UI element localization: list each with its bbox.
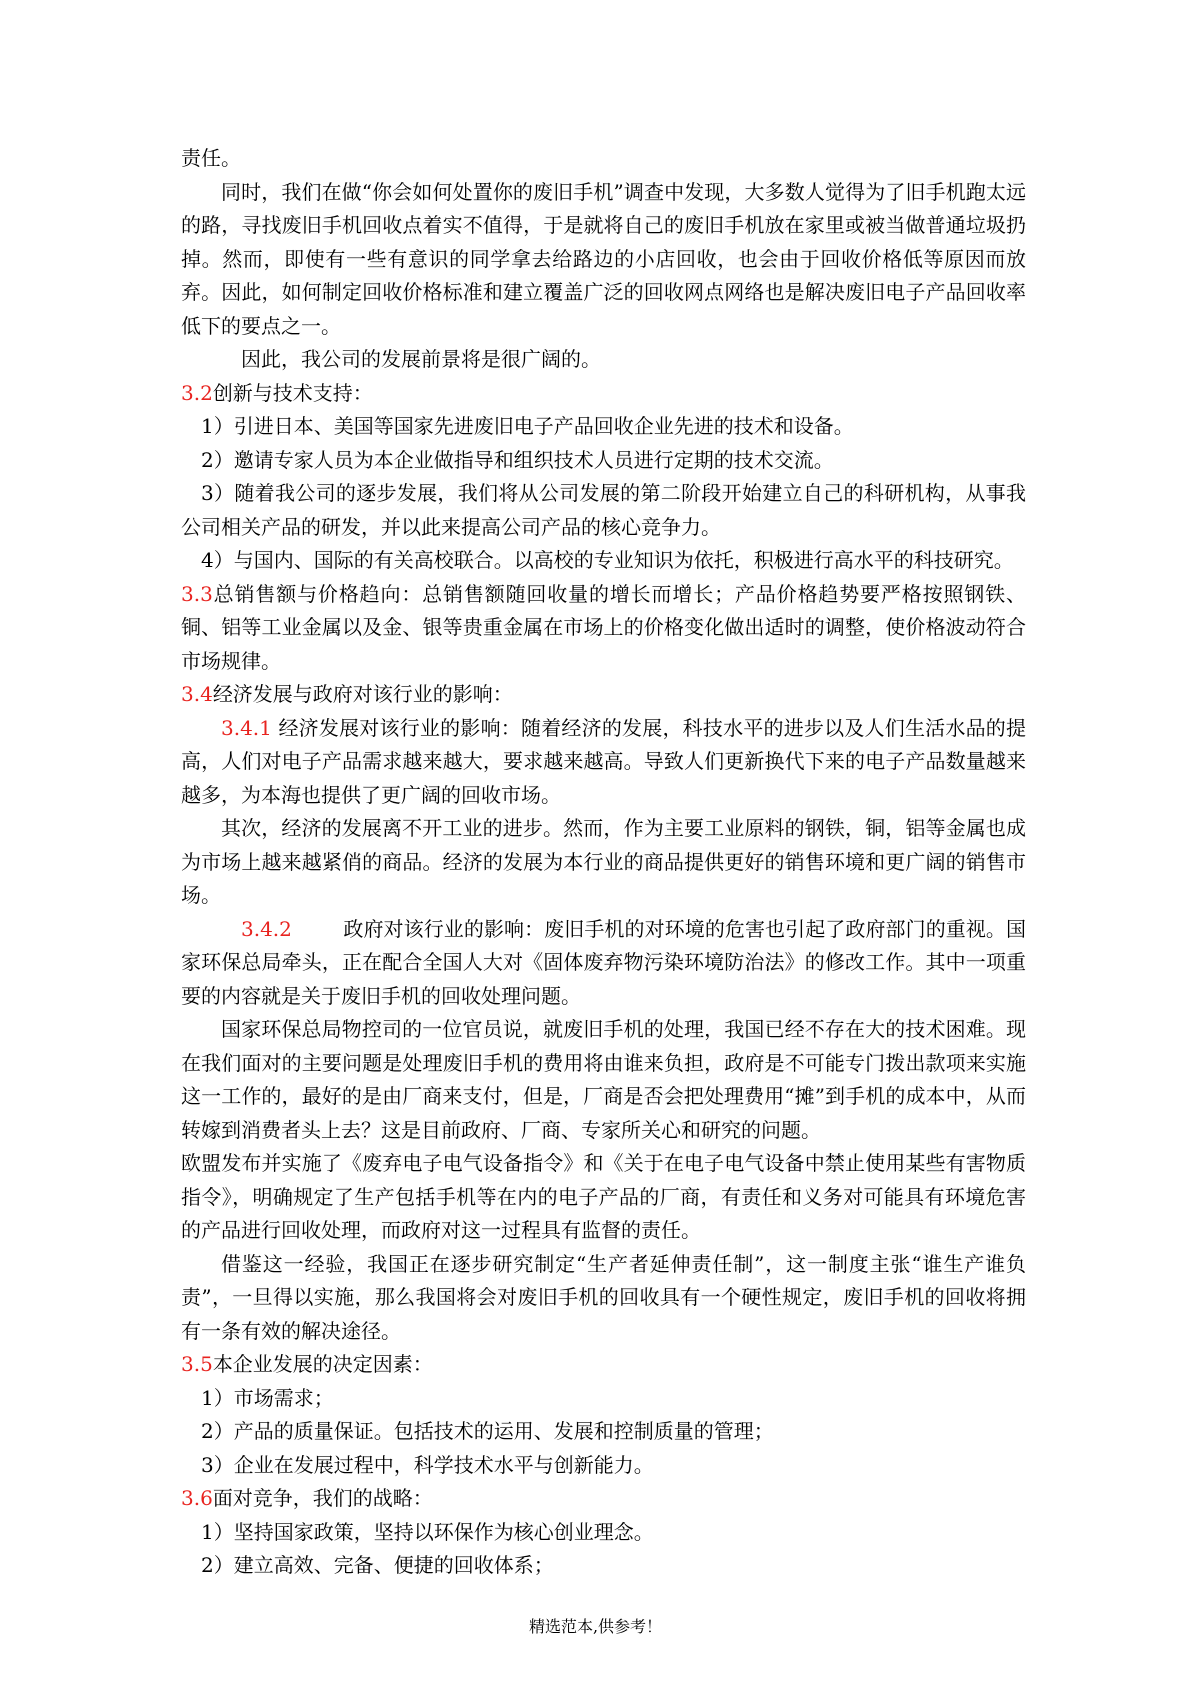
section-heading-3-6 [181, 1482, 1026, 1516]
page-footer: 精选范本,供参考！ [528, 1617, 663, 1636]
section-text: 总销售额与价格趋向：总销售额随回收量的增长而增长；产品价格趋势要严格按照钢铁、铜、铝等工业金属以及金、银等贵重金属在市场上的价格变化做出适时的调整，使价格波动符合市场规律。 [181, 581, 1026, 673]
section-title: 面对竞争，我们的战略： [212, 1486, 433, 1510]
section-heading-3-4 [181, 678, 1026, 712]
paragraph-eu: 欧盟发布并实施了《废弃电子电气设备指令》和《关于在电子电气设备中禁止使用某些有害物质指令》，明确规定了生产包括手机等在内的电子产品的厂商，有责任和义务对可能具有环境危害的产品进行回收处理，而政府对这一过程具有监督的责任。 [181, 1151, 1026, 1242]
document-body [181, 142, 1026, 1583]
subsection-3-4-2 [181, 913, 1026, 1014]
list-item: 2）邀请专家人员为本企业做指导和组织技术人员进行定期的技术交流。 [201, 447, 834, 472]
section-title: 经济发展与政府对该行业的影响： [212, 682, 513, 706]
list-item: 2）建立高效、完备、便捷的回收体系； [201, 1553, 554, 1577]
section-heading-3-5 [181, 1348, 1026, 1382]
section-3-3 [181, 578, 1026, 679]
paragraph-reference: 借鉴这一经验，我国正在逐步研究制定“生产者延伸责任制”，这一制度主张“谁生产谁负责”，一旦得以实施，那么我国将会对废旧手机的回收具有一个硬性规定，废旧手机的回收将拥有一条有效的解决途径。 [181, 1251, 1026, 1343]
paragraph-official: 国家环保总局物控司的一位官员说，就废旧手机的处理，我国已经不存在大的技术困难。现在我们面对的主要问题是处理废旧手机的费用将由谁来负担，政府是不可能专门拨出款项来实施这一工作的，最好的是由厂商来支付，但是，厂商是否会把处理费用“摊”到手机的成本中，从而转嫁到消费者头上去？这是目前政府、厂商、专家所关心和研究的问题。 [181, 1017, 1026, 1142]
list-item: 4）与国内、国际的有关高校联合。以高校的专业知识为依托，积极进行高水平的科技研究。 [201, 548, 1014, 572]
subsection-text: 经济发展对该行业的影响：随着经济的发展，科技水平的进步以及人们生活水品的提高，人们对电子产品需求越来越大，要求越来越高。导致人们更新换代下来的电子产品数量越来越多，为本海也提供了更广阔的回收市场。 [181, 715, 1027, 807]
subsection-3-4-1 [181, 712, 1026, 813]
section-heading-3-2 [181, 377, 1026, 411]
list-item: 1）坚持国家政策，坚持以环保作为核心创业理念。 [201, 1519, 654, 1544]
paragraph-responsibility-end: 责任。 [181, 146, 241, 170]
paragraph-economy: 其次，经济的发展离不开工业的进步。然而，作为主要工业原料的钢铁，铜，铝等金属也成为市场上越来越紧俏的商品。经济的发展为本行业的商品提供更好的销售环境和更广阔的销售市场。 [181, 816, 1026, 907]
section-number: 3.3 [181, 581, 213, 606]
subsection-text: 政府对该行业的影响：废旧手机的对环境的危害也引起了政府部门的重视。国家环保总局牵头，正在配合全国人大对《固体废弃物污染环境防治法》的修改工作。其中一项重要的内容就是关于废旧手机的回收处理问题。 [181, 916, 1027, 1008]
list-item: 3）企业在发展过程中，科学技术水平与创新能力。 [201, 1452, 654, 1477]
section-number: 3.2 [181, 380, 213, 405]
paragraph-prospect: 因此，我公司的发展前景将是很广阔的。 [241, 347, 601, 371]
section-number: 3.4 [181, 682, 213, 706]
section-title: 创新与技术支持： [212, 380, 373, 405]
section-title: 本企业发展的决定因素： [212, 1352, 433, 1376]
paragraph-survey: 同时，我们在做“你会如何处置你的废旧手机”调查中发现，大多数人觉得为了旧手机跑太远的路，寻找废旧手机回收点着实不值得，于是就将自己的废旧手机放在家里或被当做普通垃圾扔掉。然而，即使有一些有意识的同学拿去给路边的小店回收，也会由于回收价格低等原因而放弃。因此，如何制定回收价格标准和建立覆盖广泛的回收网点网络也是解决废旧电子产品回收率低下的要点之一。 [181, 179, 1026, 338]
section-number: 3.6 [181, 1486, 213, 1510]
subsection-number: 3.4.1 [221, 715, 272, 740]
subsection-number: 3.4.2 [241, 916, 292, 941]
list-item: 2）产品的质量保证。包括技术的运用、发展和控制质量的管理； [201, 1419, 774, 1443]
list-item: 1）引进日本、美国等国家先进废旧电子产品回收企业先进的技术和设备。 [201, 414, 854, 438]
list-item: 1）市场需求； [201, 1385, 334, 1410]
section-number: 3.5 [181, 1352, 213, 1376]
list-item: 3）随着我公司的逐步发展，我们将从公司发展的第二阶段开始建立自己的科研机构，从事我公司相关产品的研发，并以此来提高公司产品的核心竞争力。 [181, 481, 1026, 539]
